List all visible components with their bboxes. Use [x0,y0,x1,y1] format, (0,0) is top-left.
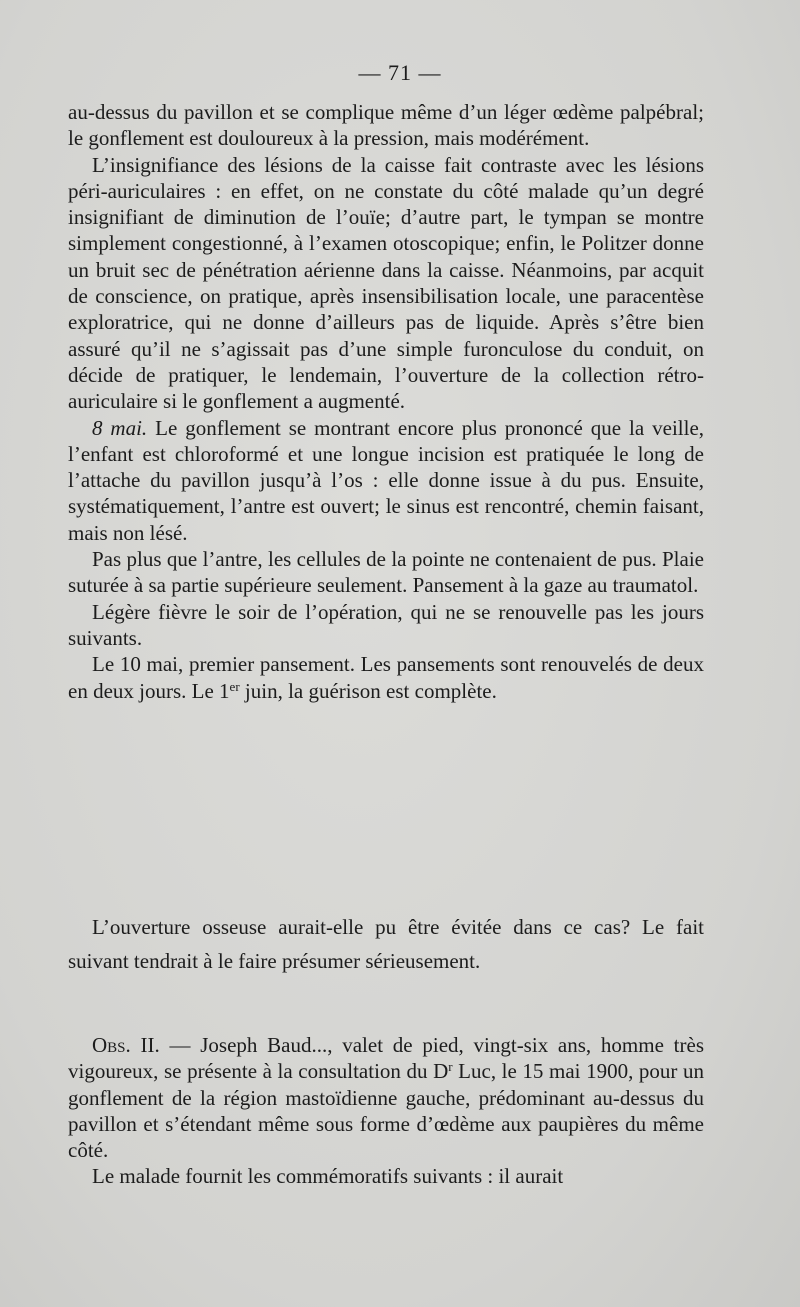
paragraph-question: L’ouverture osseuse aurait-elle pu être évitée dans ce cas? Le fait suivant tendrait à le faire présumer sérieusement. [68,915,704,973]
observation-text-end: Luc, le 15 mai 1900, pour un gonflement de la région mastoïdienne gauche, prédominant au-dessus du pavillon et s’étendant même sous forme d’œdème aux paupières du même côté. [68,1059,704,1163]
paragraph-fever: Légère fièvre le soir de l’opération, qui ne se renouvelle pas les jours suivants. [68,599,704,650]
observation-two-text [68,1032,704,1190]
page-number: — 71 — [358,60,442,85]
ordinal-superscript: er [229,678,240,694]
paragraph-recovery [68,651,704,704]
case-one-text [68,99,704,704]
observation-label: Obs. II. [92,1033,160,1057]
paragraph-lesions: L’insignifiance des lésions de la caisse fait contraste avec les lésions péri-auriculaires : en effet, on ne constate du côté malade qu’un degré insignifiant de diminution de l’ouïe; d’autre part, le tympan se montre simplement congestionné, à l’examen otoscopique; enfin, le Politzer donne un bruit sec de pénétration aérienne dans la caisse. Néanmoins, par acquit de conscience, on pratique, après insensibilisation locale, une paracentèse exploratrice, qui ne donne d’ailleurs pas de liquide. Après s’être bien assuré qu’il ne s’agissait pas d’une simple furonculose du conduit, on décide de pratiquer, le lendemain, l’ouverture de la collection rétro-auriculaire si le gonflement a augmenté. [68,152,704,414]
paragraph-history: Le malade fournit les commémoratifs suivants : il aurait [92,1164,564,1189]
paragraph-continuation: au-dessus du pavillon et se complique même d’un léger œdème palpébral; le gonflement est douloureux à la pression, mais modérément. [68,100,704,151]
paragraph-operation-text: Le gonflement se montrant encore plus prononcé que la veille, l’enfant est chloroformé et une longue incision est pratiquée le long de l’attache du pavillon jusqu’à l’os : elle donne issue à du pus. Ensuite, systématiquement, l’antre est ouvert; le sinus est rencontré, chemin faisant, mais non lésé. [68,415,705,545]
recovery-text-end: juin, la guérison est complète. [239,678,497,703]
recovery-text-start: Le 10 mai, premier pansement. Les pansements sont renouvelés de deux en deux jours. Le 1 [68,652,704,703]
paragraph-pus: Pas plus que l’antre, les cellules de la pointe ne contenaient de pus. Plaie suturée à sa partie supérieure seulement. Pansement à la gaze au traumatol. [68,547,704,598]
transition-text [68,910,704,978]
observation-text-start: — Joseph Baud..., valet de pied, vingt-six ans, homme très vigoureux, se présente à la consultation du D [68,1033,704,1084]
date-label: 8 mai. [92,415,148,440]
paragraph-observation [68,1032,704,1163]
doctor-superscript: r [448,1059,453,1075]
paragraph-operation [68,415,704,546]
